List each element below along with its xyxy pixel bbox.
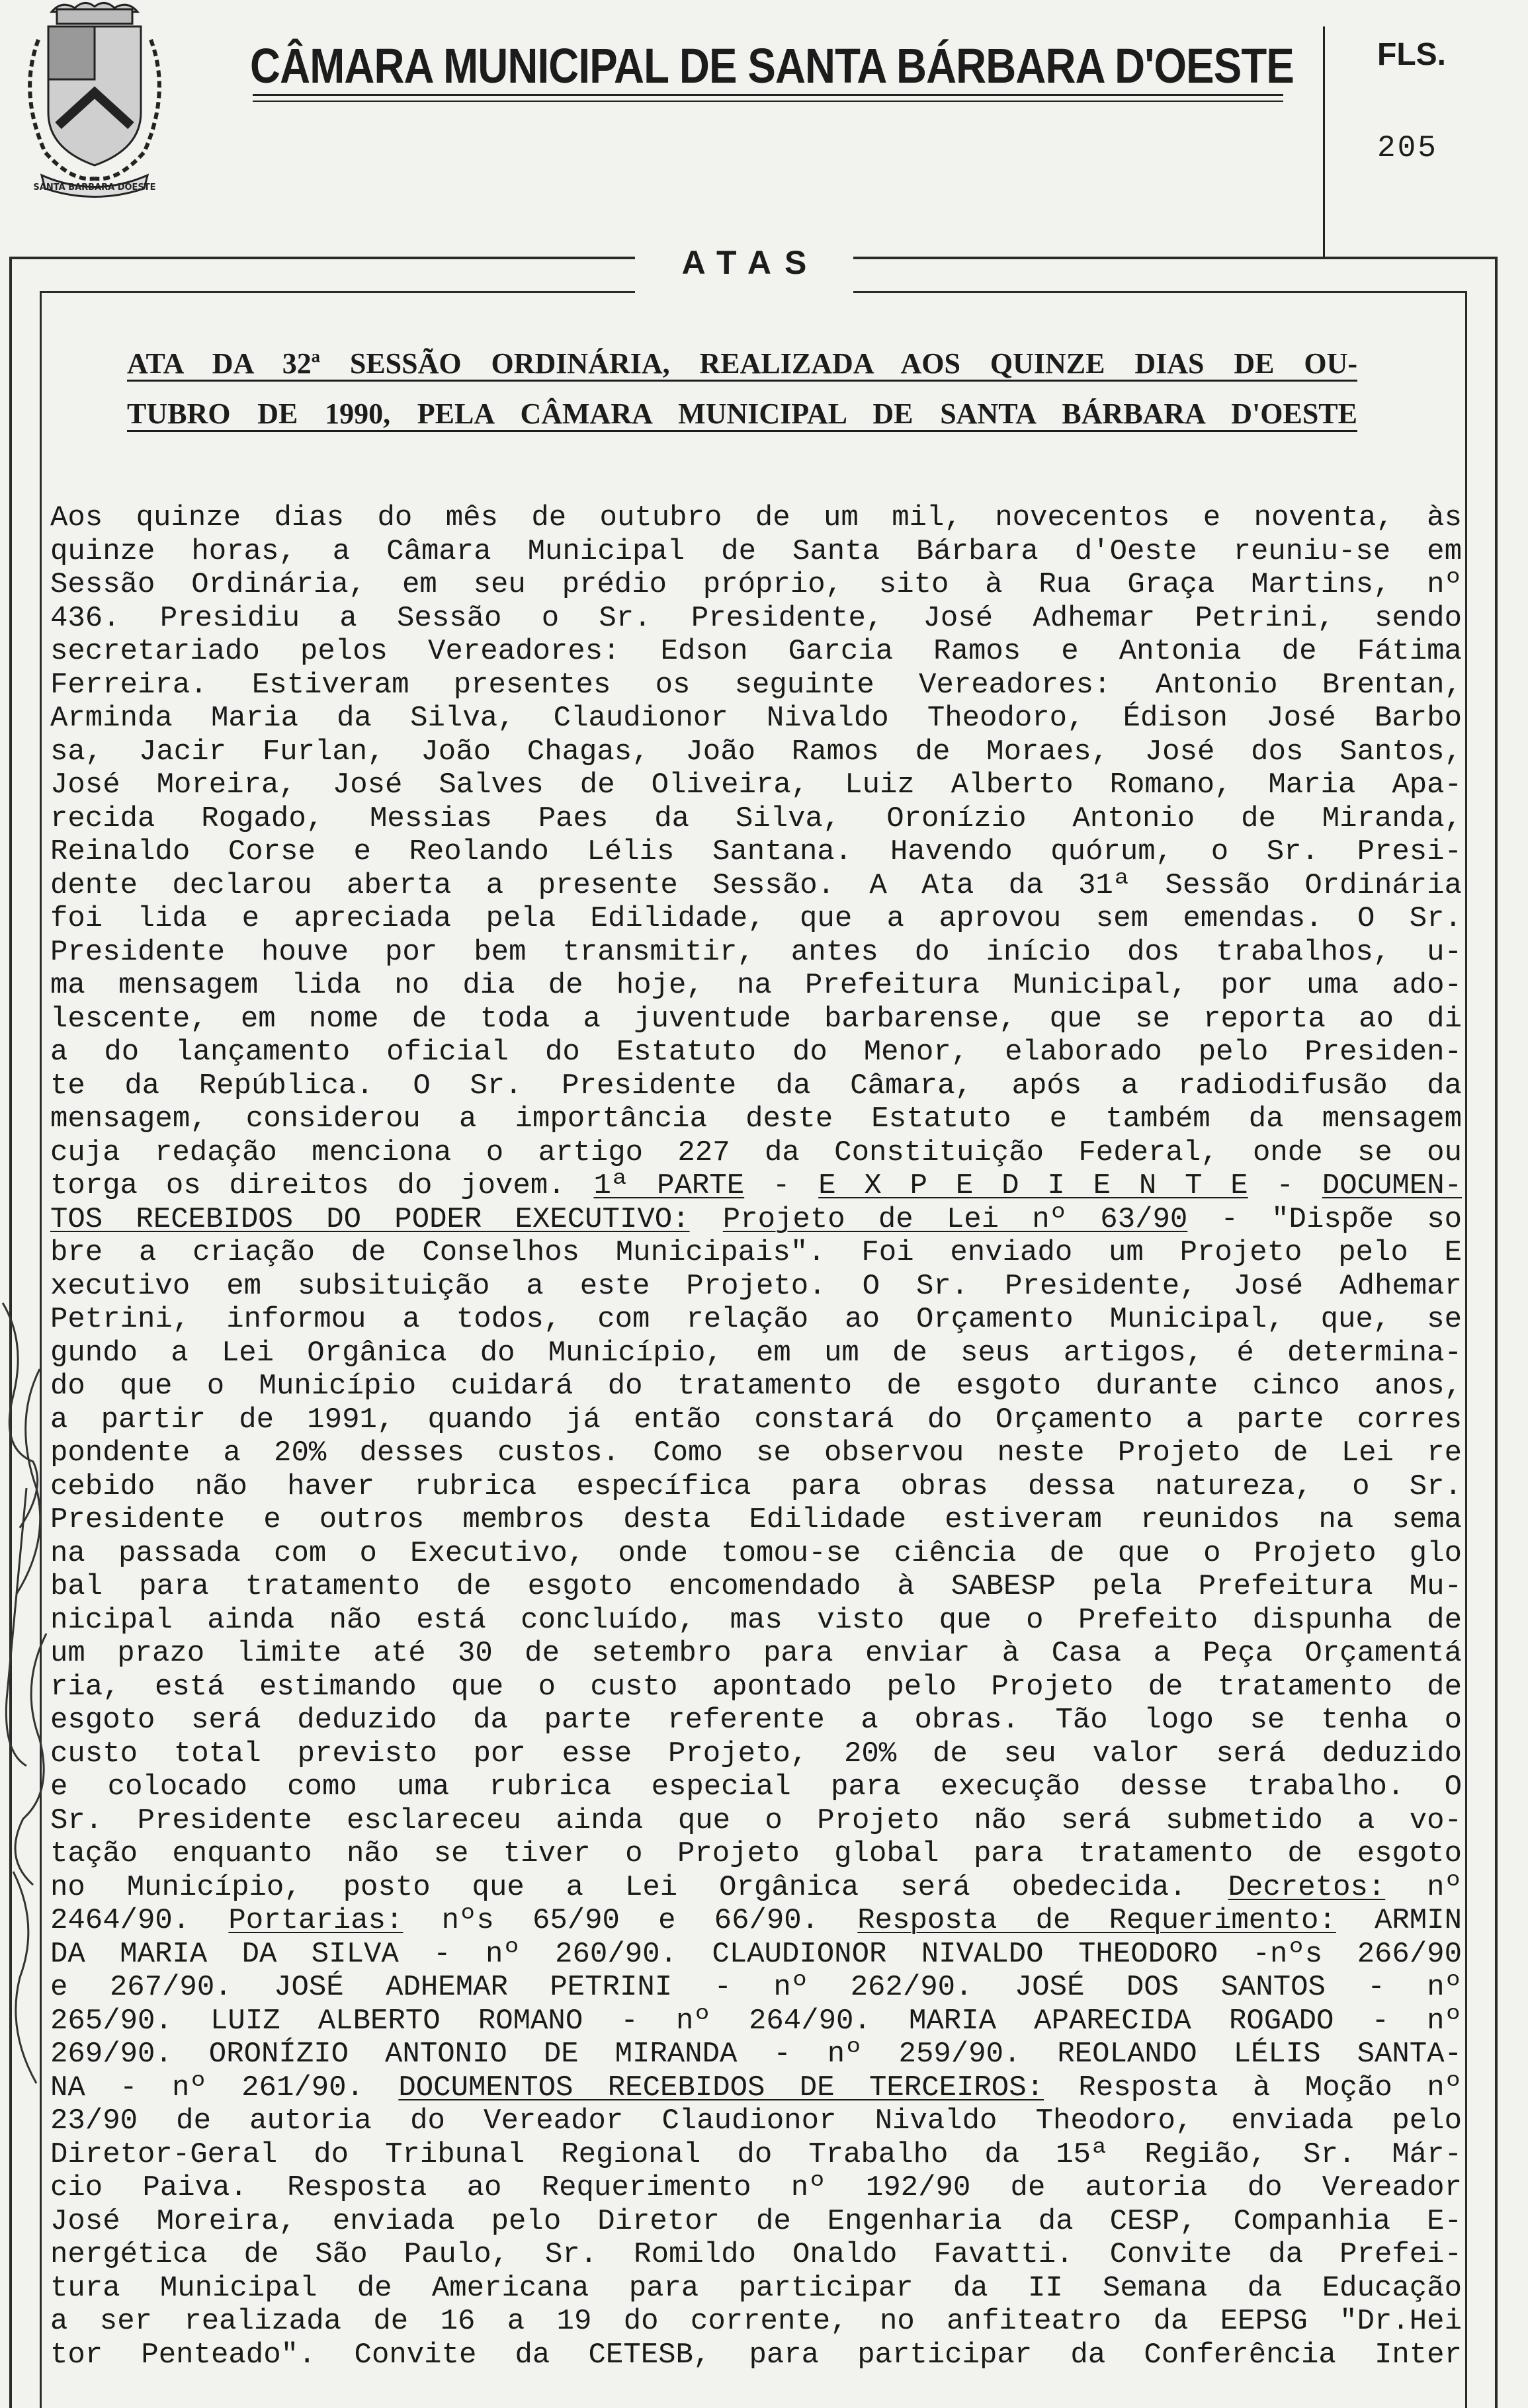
minutes-line <box>50 1971 1462 2005</box>
title-underline-thin <box>253 101 1283 102</box>
line-text: a ser realizada de 16 a 19 do corrente, no anfiteatro da EEPSG "Dr.Hei <box>50 2305 1462 2338</box>
minutes-line <box>50 1604 1462 1638</box>
line-text: tor Penteado". Convite da CETESB, para participar da Conferência Inter <box>50 2338 1462 2372</box>
underlined-heading: DOCUMENTOS RECEBIDOS DE TERCEIROS: <box>398 2071 1044 2104</box>
underlined-heading: DOCUMEN- <box>1322 1169 1463 1202</box>
minutes-line <box>50 2205 1462 2239</box>
line-text: xecutivo em subsituição a este Projeto. O Sr. Presidente, José Adhemar <box>50 1269 1462 1303</box>
line-text: nicipal ainda não está concluído, mas visto que o Prefeito dispunha de <box>50 1603 1462 1637</box>
line-text: um prazo limite até 30 de setembro para enviar à Casa a Peça Orçamentá <box>50 1637 1462 1670</box>
line-text: bal para tratamento de esgoto encomendado à SABESP pela Prefeitura Mu- <box>50 1570 1462 1603</box>
line-text: 265/90. LUIZ ALBERTO ROMANO - nº 264/90. MARIA APARECIDA ROGADO - nº <box>50 2004 1462 2038</box>
minutes-heading-line: TUBRO DE 1990, PELA CÂMARA MUNICIPAL DE SANTA BÁRBARA D'OESTE <box>127 397 1357 430</box>
section-title: ATAS <box>681 244 820 281</box>
line-text: ma mensagem lida no dia de hoje, na Prefeitura Municipal, por uma ado- <box>50 969 1462 1002</box>
line-text: Sr. Presidente esclareceu ainda que o Projeto não será submetido a vo- <box>50 1804 1462 1837</box>
line-text: e 267/90. JOSÉ ADHEMAR PETRINI - nº 262/90. JOSÉ DOS SANTOS - nº <box>50 1971 1462 2004</box>
svg-text:SANTA BARBARA DOESTE: SANTA BARBARA DOESTE <box>33 183 156 192</box>
minutes-line <box>50 1570 1462 1604</box>
line-text: Presidente e outros membros desta Edilidade estiveram reunidos na sema <box>50 1503 1462 1536</box>
underlined-heading: Projeto de Lei nº 63/90 <box>722 1202 1188 1236</box>
minutes-line <box>50 1737 1462 1771</box>
minutes-line <box>50 1837 1462 1871</box>
line-text: pondente a 20% desses custos. Como se observou neste Projeto de Lei re <box>50 1436 1462 1470</box>
line-text: Presidente houve por bem transmitir, antes do início dos trabalhos, u- <box>50 935 1462 969</box>
minutes-line <box>50 2305 1462 2339</box>
line-text: nº <box>1385 1870 1462 1904</box>
municipal-crest-icon <box>12 0 177 205</box>
minutes-line <box>50 1203 1462 1237</box>
minutes-line <box>50 1770 1462 1804</box>
minutes-line <box>50 1102 1462 1136</box>
folio-label: FLS. <box>1377 37 1446 72</box>
minutes-line <box>50 869 1462 903</box>
minutes-line <box>50 1804 1462 1838</box>
line-text <box>690 1203 723 1236</box>
minutes-line <box>50 1637 1462 1671</box>
minutes-line <box>50 835 1462 869</box>
line-text: NA - nº 261/90. <box>50 2071 399 2104</box>
line-text: lescente, em nome de toda a juventude barbarense, que se reporta ao di <box>50 1002 1462 1036</box>
minutes-line <box>50 501 1462 535</box>
line-text: tação enquanto não se tiver o Projeto global para tratamento de esgoto <box>50 1837 1462 1870</box>
line-text: cebido não haver rubrica específica para obras dessa natureza, o Sr. <box>50 1470 1462 1503</box>
chamber-title: CÂMARA MUNICIPAL DE SANTA BÁRBARA D'OESTE <box>250 38 1294 93</box>
line-text: 436. Presidiu a Sessão o Sr. Presidente, José Adhemar Petrini, sendo <box>50 601 1462 635</box>
underlined-heading: TOS RECEBIDOS DO PODER EXECUTIVO: <box>50 1202 690 1236</box>
minutes-line <box>50 1303 1462 1337</box>
line-text: Aos quinze dias do mês de outubro de um mil, novecentos e noventa, às <box>50 501 1462 534</box>
line-text: Arminda Maria da Silva, Claudionor Nivaldo Theodoro, Édison José Barbo <box>50 702 1462 735</box>
underlined-heading: Decretos: <box>1228 1870 1386 1904</box>
line-text: a partir de 1991, quando já então constará do Orçamento a parte corres <box>50 1403 1462 1436</box>
minutes-line <box>50 1871 1462 1905</box>
line-text: na passada com o Executivo, onde tomou-se ciência de que o Projeto glo <box>50 1536 1462 1570</box>
minutes-line <box>50 2339 1462 2372</box>
minutes-line <box>50 802 1462 836</box>
folio-number: 205 <box>1377 131 1438 165</box>
line-text: - <box>744 1169 819 1202</box>
minutes-line <box>50 768 1462 802</box>
line-text: ARMIN <box>1336 1904 1462 1937</box>
line-text: torga os direitos do jovem. <box>50 1169 594 1202</box>
underlined-heading: 1ª PARTE <box>593 1169 745 1202</box>
minutes-line <box>50 1136 1462 1170</box>
minutes-line <box>50 1270 1462 1304</box>
minutes-line <box>50 1370 1462 1403</box>
line-text: nºs 65/90 e 66/90. <box>403 1904 858 1937</box>
minutes-line <box>50 1036 1462 1069</box>
line-text: foi lida e apreciada pela Edilidade, que a aprovou sem emendas. O Sr. <box>50 902 1462 935</box>
minutes-line <box>50 735 1462 769</box>
minutes-line <box>50 1169 1462 1203</box>
minutes-line <box>50 2038 1462 2071</box>
minutes-heading-line: ATA DA 32ª SESSÃO ORDINÁRIA, REALIZADA AOS QUINZE DIAS DE OU- <box>127 347 1357 380</box>
line-text: 2464/90. <box>50 1904 229 1937</box>
minutes-line <box>50 535 1462 569</box>
underlined-heading: E X P E D I E N T E <box>818 1169 1248 1202</box>
minutes-line <box>50 1069 1462 1103</box>
minutes-line <box>50 1470 1462 1504</box>
line-text: cio Paiva. Resposta ao Requerimento nº 192/90 de autoria do Vereador <box>50 2171 1462 2204</box>
title-underline <box>253 94 1283 96</box>
minutes-heading <box>127 339 1357 439</box>
minutes-line <box>50 1537 1462 1571</box>
line-text: Ferreira. Estiveram presentes os seguinte Vereadores: Antonio Brentan, <box>50 668 1462 702</box>
underlined-heading: Portarias: <box>228 1904 403 1937</box>
line-text: quinze horas, a Câmara Municipal de Santa Bárbara d'Oeste reuniu-se em <box>50 534 1462 568</box>
minutes-line <box>50 1704 1462 1737</box>
line-text: Resposta à Moção nº <box>1044 2071 1463 2104</box>
minutes-line <box>50 568 1462 602</box>
line-text: Petrini, informou a todos, com relação ao Orçamento Municipal, que, se <box>50 1303 1462 1336</box>
line-text: José Moreira, José Salves de Oliveira, Luiz Alberto Romano, Maria Apa- <box>50 768 1462 802</box>
minutes-line <box>50 669 1462 702</box>
minutes-line <box>50 702 1462 735</box>
minutes-line <box>50 2005 1462 2038</box>
line-text: Sessão Ordinária, em seu prédio próprio, sito à Rua Graça Martins, nº <box>50 568 1462 601</box>
minutes-line <box>50 2071 1462 2105</box>
line-text: Reinaldo Corse e Reolando Lélis Santana. Havendo quórum, o Sr. Presi- <box>50 835 1462 868</box>
minutes-line <box>50 1236 1462 1270</box>
line-text: secretariado pelos Vereadores: Edson Garcia Ramos e Antonia de Fátima <box>50 635 1462 668</box>
minutes-line <box>50 2238 1462 2272</box>
line-text: nergética de São Paulo, Sr. Romildo Onaldo Favatti. Convite da Prefei- <box>50 2238 1462 2271</box>
line-text: - "Dispõe so <box>1187 1202 1463 1236</box>
line-text: DA MARIA DA SILVA - nº 260/90. CLAUDIONOR NIVALDO THEODORO -nºs 266/90 <box>50 1937 1462 1971</box>
line-text: 23/90 de autoria do Vereador Claudionor Nivaldo Theodoro, enviada pelo <box>50 2104 1462 2138</box>
minutes-line <box>50 2138 1462 2172</box>
line-text: sa, Jacir Furlan, João Chagas, João Ramos de Moraes, José dos Santos, <box>50 735 1462 768</box>
minutes-line <box>50 602 1462 636</box>
minutes-line <box>50 1904 1462 1938</box>
minutes-line <box>50 1938 1462 1972</box>
minutes-line <box>50 1003 1462 1036</box>
minutes-line <box>50 1671 1462 1704</box>
line-text: te da República. O Sr. Presidente da Câmara, após a radiodifusão da <box>50 1069 1462 1102</box>
line-text: custo total previsto por esse Projeto, 20% de seu valor será deduzido <box>50 1737 1462 1770</box>
minutes-line <box>50 1436 1462 1470</box>
minutes-line <box>50 1403 1462 1437</box>
line-text: José Moreira, enviada pelo Diretor de Engenharia da CESP, Companhia E- <box>50 2204 1462 2238</box>
line-text: e colocado como uma rubrica especial para execução desse trabalho. O <box>50 1770 1462 1804</box>
line-text: 269/90. ORONÍZIO ANTONIO DE MIRANDA - nº 259/90. REOLANDO LÉLIS SANTA- <box>50 2038 1462 2071</box>
minutes-line <box>50 1503 1462 1537</box>
minutes-line <box>50 936 1462 970</box>
margin-signature <box>0 1290 53 2149</box>
line-text: recida Rogado, Messias Paes da Silva, Oronízio Antonio de Miranda, <box>50 802 1462 835</box>
line-text: do que o Município cuidará do tratamento de esgoto durante cinco anos, <box>50 1370 1462 1403</box>
line-text: bre a criação de Conselhos Municipais". Foi enviado um Projeto pelo E <box>50 1236 1462 1269</box>
line-text: esgoto será deduzido da parte referente a obras. Tão logo se tenha o <box>50 1704 1462 1737</box>
minutes-line <box>50 1337 1462 1370</box>
line-text: tura Municipal de Americana para participar da II Semana da Educação <box>50 2271 1462 2305</box>
line-text: dente declarou aberta a presente Sessão. A Ata da 31ª Sessão Ordinária <box>50 868 1462 902</box>
line-text: mensagem, considerou a importância deste Estatuto e também da mensagem <box>50 1102 1462 1136</box>
underlined-heading: Resposta de Requerimento: <box>857 1904 1336 1937</box>
minutes-line <box>50 2272 1462 2305</box>
line-text: Diretor-Geral do Tribunal Regional do Trabalho da 15ª Região, Sr. Már- <box>50 2138 1462 2171</box>
line-text: - <box>1248 1169 1322 1202</box>
header-divider <box>1323 26 1325 258</box>
line-text: a do lançamento oficial do Estatuto do Menor, elaborado pelo Presiden- <box>50 1036 1462 1069</box>
minutes-body <box>50 501 1462 2372</box>
line-text: no Município, posto que a Lei Orgânica será obedecida. <box>50 1870 1228 1904</box>
line-text: gundo a Lei Orgânica do Município, em um de seus artigos, é determina- <box>50 1336 1462 1370</box>
minutes-line <box>50 2171 1462 2205</box>
minutes-line <box>50 2104 1462 2138</box>
minutes-line <box>50 902 1462 936</box>
line-text: cuja redação menciona o artigo 227 da Constituição Federal, onde se ou <box>50 1136 1462 1169</box>
minutes-line <box>50 969 1462 1003</box>
minutes-line <box>50 635 1462 669</box>
line-text: ria, está estimando que o custo apontado pelo Projeto de tratamento de <box>50 1670 1462 1704</box>
